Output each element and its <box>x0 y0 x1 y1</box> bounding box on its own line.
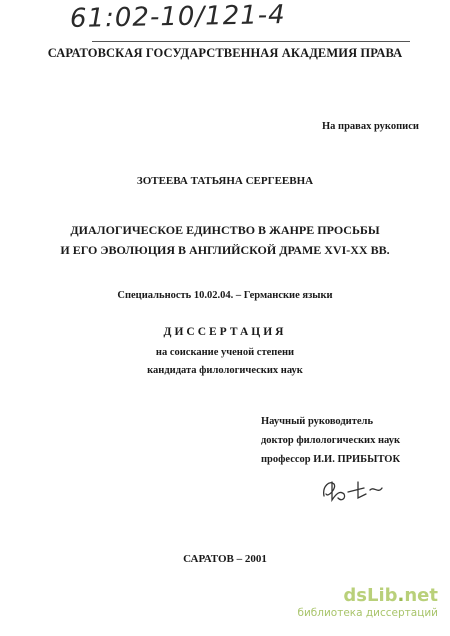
watermark <box>297 586 438 620</box>
watermark-subtitle: библиотека диссертаций <box>297 607 438 619</box>
work-type: ДИССЕРТАЦИЯ <box>163 326 287 338</box>
header-rule <box>92 41 410 42</box>
degree-line-2: кандидата филологических наук <box>147 365 303 376</box>
dissertation-title <box>0 220 450 260</box>
institution-name: САРАТОВСКАЯ ГОСУДАРСТВЕННАЯ АКАДЕМИЯ ПРАВА <box>47 46 403 60</box>
supervisor-block <box>261 412 400 469</box>
author-name: ЗОТЕЕВА ТАТЬЯНА СЕРГЕЕВНА <box>136 175 314 187</box>
rights-note: На правах рукописи <box>322 121 419 132</box>
degree-line-1: на соискание ученой степени <box>155 347 295 358</box>
title-line-1: ДИАЛОГИЧЕСКОЕ ЕДИНСТВО В ЖАНРЕ ПРОСЬБЫ <box>70 223 380 237</box>
handwritten-signature <box>318 476 398 504</box>
degree-block <box>0 344 450 380</box>
title-line-2: И ЕГО ЭВОЛЮЦИЯ В АНГЛИЙСКОЙ ДРАМЕ XVI-XX ВВ. <box>60 243 390 257</box>
city-year: САРАТОВ – 2001 <box>183 553 267 565</box>
supervisor-line-2: доктор филологических наук <box>261 435 401 446</box>
watermark-logo: dsLib.net <box>343 585 438 606</box>
supervisor-line-1: Научный руководитель <box>261 416 373 427</box>
handwritten-catalog-code: 61:02-10/121-4 <box>69 0 286 34</box>
supervisor-line-3: профессор И.И. ПРИБЫТОК <box>261 454 401 465</box>
specialty-line: Специальность 10.02.04. – Германские языки <box>117 290 333 301</box>
